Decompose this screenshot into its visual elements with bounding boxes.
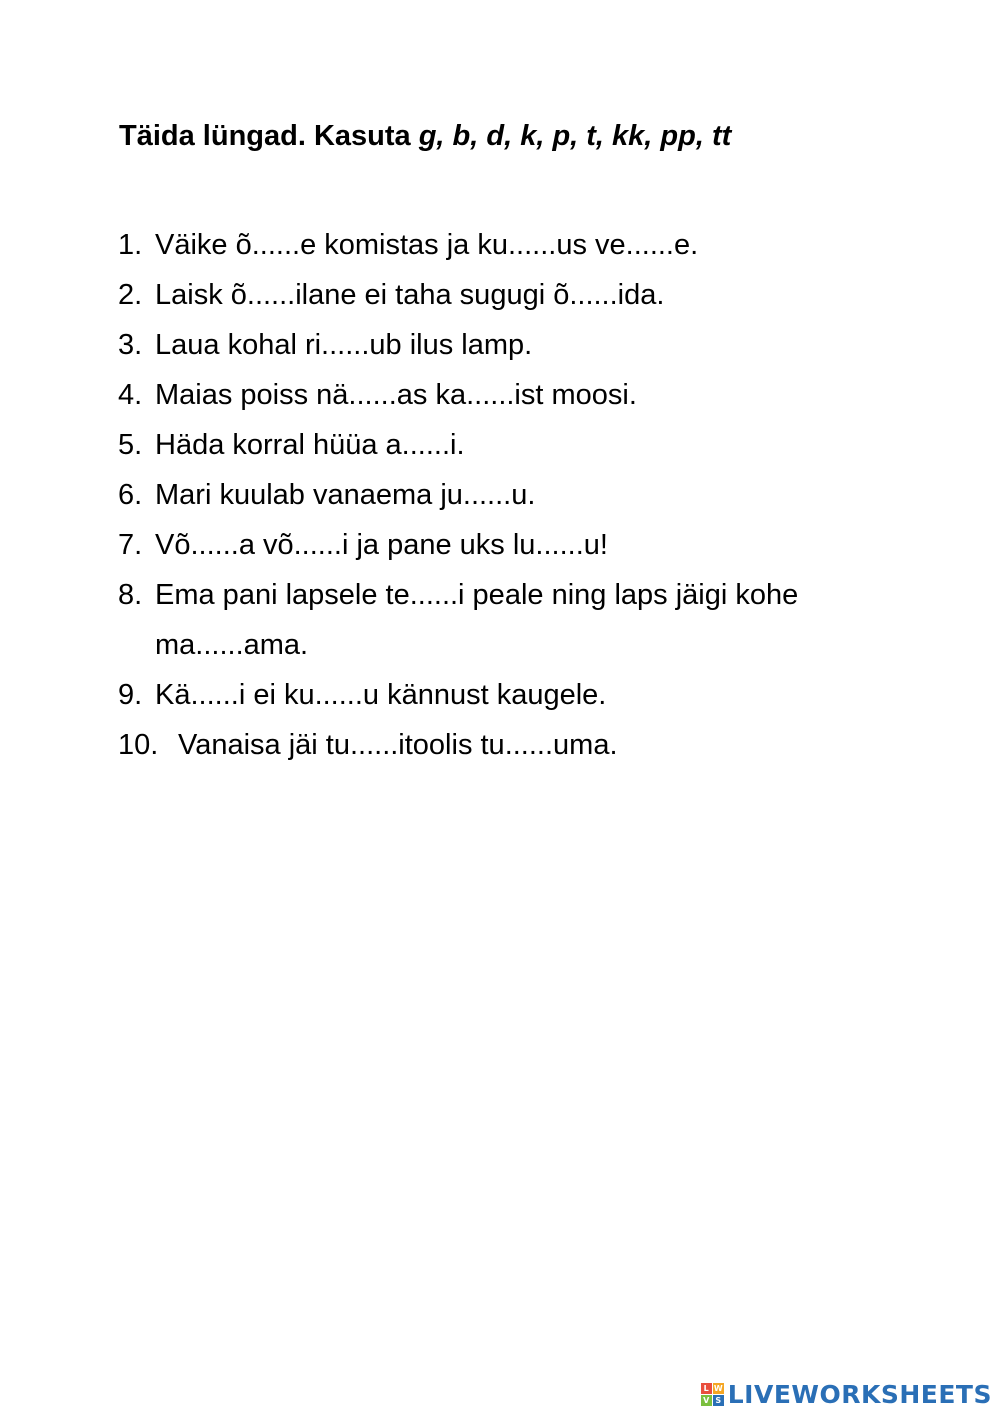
item-sentence: Ema pani lapsele te......i peale ning laps jäigi kohe ma......ama. bbox=[155, 579, 799, 661]
title-instruction: Täida lüngad. Kasuta bbox=[119, 120, 419, 152]
title-letters: g, b, d, k, p, t, kk, pp, tt bbox=[418, 120, 732, 152]
liveworksheets-logo-icon bbox=[701, 1383, 724, 1406]
item-sentence: Vanaisa jäi tu......itoolis tu......uma. bbox=[178, 729, 618, 761]
item-sentence: Väike õ......e komistas ja ku......us ve......e. bbox=[155, 229, 699, 261]
exercise-item-1 bbox=[118, 220, 878, 270]
exercise-item-10 bbox=[118, 720, 878, 770]
logo-letter-w: W bbox=[713, 1384, 723, 1393]
exercise-item-4 bbox=[118, 370, 878, 420]
exercise-item-6 bbox=[118, 470, 878, 520]
item-number: 4. bbox=[118, 379, 143, 411]
item-sentence: Häda korral hüüa a......i. bbox=[155, 429, 465, 461]
worksheet-title bbox=[119, 120, 731, 153]
exercise-item-8 bbox=[118, 570, 878, 670]
item-sentence: Võ......a võ......i ja pane uks lu......u! bbox=[155, 529, 608, 561]
item-number: 10. bbox=[118, 729, 159, 761]
exercise-item-9 bbox=[118, 670, 878, 720]
exercise-item-3 bbox=[118, 320, 878, 370]
exercise-list bbox=[118, 220, 878, 770]
item-number: 5. bbox=[118, 429, 143, 461]
item-number: 2. bbox=[118, 279, 143, 311]
item-number: 9. bbox=[118, 679, 143, 711]
item-number: 1. bbox=[118, 229, 143, 261]
item-number: 8. bbox=[118, 579, 143, 611]
item-sentence: Maias poiss nä......as ka......ist moosi. bbox=[155, 379, 637, 411]
exercise-item-2 bbox=[118, 270, 878, 320]
exercise-item-7 bbox=[118, 520, 878, 570]
item-sentence: Kä......i ei ku......u kännust kaugele. bbox=[155, 679, 607, 711]
item-sentence: Mari kuulab vanaema ju......u. bbox=[155, 479, 536, 511]
item-number: 6. bbox=[118, 479, 143, 511]
item-sentence: Laua kohal ri......ub ilus lamp. bbox=[155, 329, 533, 361]
brand-name: LIVEWORKSHEETS bbox=[727, 1380, 992, 1409]
item-number: 3. bbox=[118, 329, 143, 361]
item-sentence: Laisk õ......ilane ei taha sugugi õ......ida. bbox=[155, 279, 665, 311]
exercise-item-5 bbox=[118, 420, 878, 470]
item-number: 7. bbox=[118, 529, 143, 561]
logo-letter-v: V bbox=[701, 1395, 712, 1406]
logo-letter-s: S bbox=[713, 1395, 724, 1406]
logo-letter-l: L bbox=[701, 1383, 712, 1394]
liveworksheets-brand bbox=[701, 1380, 992, 1409]
